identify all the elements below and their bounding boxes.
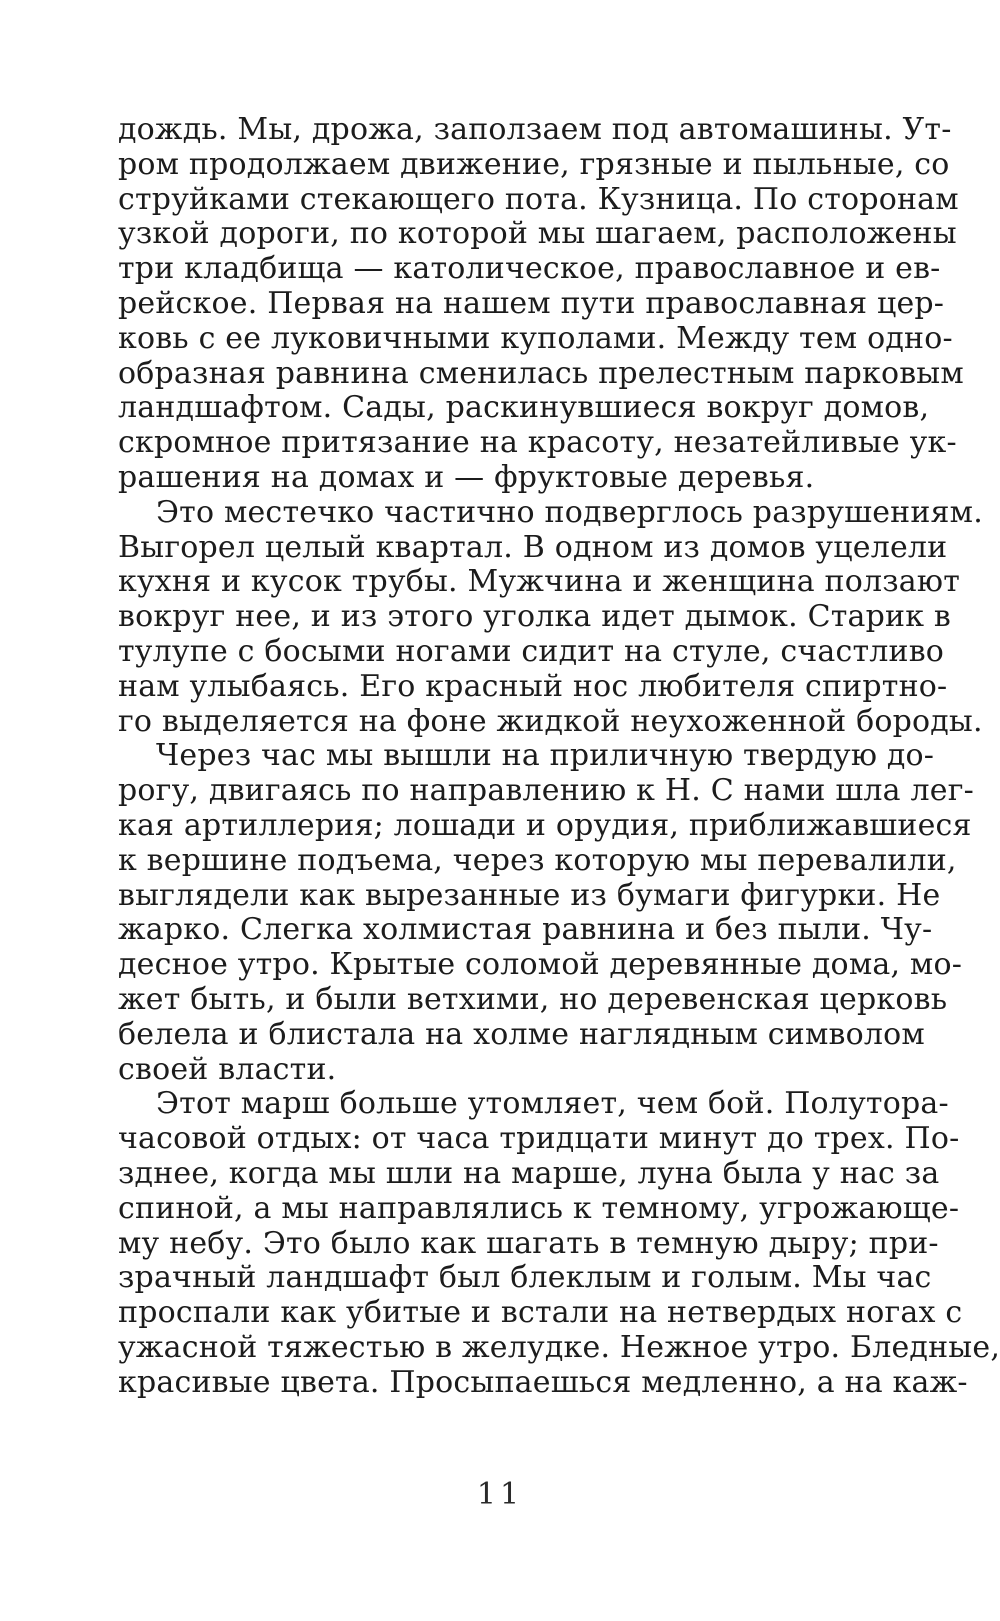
text-line: ландшафтом. Сады, раскинувшиеся вокруг домов, (118, 390, 930, 426)
text-line: му небу. Это было как шагать в темную дыру; при- (118, 1225, 939, 1261)
text-line: белела и блистала на холме наглядным символом (118, 1016, 925, 1052)
text-line: рашения на домах и — фруктовые деревья. (118, 459, 815, 495)
text-line: ужасной тяжестью в желудке. Нежное утро. Бледные, (118, 1329, 1000, 1365)
text-line: Этот марш больше утомляет, чем бой. Полутора- (156, 1086, 949, 1122)
text-line: жет быть, и были ветхими, но деревенская церковь (118, 981, 948, 1017)
text-line: кая артиллерия; лошади и орудия, приближавшиеся (118, 807, 972, 843)
text-line: выглядели как вырезанные из бумаги фигурки. Не (118, 877, 941, 913)
text-line: три кладбища — католическое, православное и ев- (118, 251, 941, 287)
text-line: рейское. Первая на нашем пути православная цер- (118, 285, 945, 321)
paragraph (118, 1086, 1000, 1400)
text-line: образная равнина сменилась прелестным парковым (118, 355, 964, 391)
text-line: ром продолжаем движение, грязные и пыльные, со (118, 146, 950, 182)
text-line: ковь с ее луковичными куполами. Между тем одно- (118, 320, 953, 356)
text-line: зрачный ландшафт был блеклым и голым. Мы час (118, 1260, 932, 1296)
text-line: кухня и кусок трубы. Мужчина и женщина ползают (118, 564, 960, 600)
text-line: вокруг нее, и из этого уголка идет дымок. Старик в (118, 599, 951, 635)
text-line: Через час мы вышли на приличную твердую до- (156, 738, 935, 774)
paragraph (118, 494, 983, 740)
text-line: скромное притязание на красоту, незатейливые ук- (118, 425, 957, 461)
text-line: нам улыбаясь. Его красный нос любителя спиртно- (118, 668, 948, 704)
text-line: проспали как убитые и встали на нетвердых ногах с (118, 1295, 963, 1331)
page-number: 11 (476, 1477, 524, 1512)
text-line: узкой дороги, по которой мы шагаем, расположены (118, 216, 957, 252)
text-line: своей власти. (118, 1051, 337, 1087)
text-line: струйками стекающего пота. Кузница. По сторонам (118, 181, 959, 217)
text-line: красивые цвета. Просыпаешься медленно, а на каж- (118, 1364, 968, 1400)
text-line: дождь. Мы, дрожа, заползаем под автомашины. Ут- (118, 112, 952, 147)
text-line: десное утро. Крытые соломой деревянные дома, мо- (118, 947, 963, 983)
text-line: го выделяется на фоне жидкой неухоженной бороды. (118, 703, 983, 739)
text-line: Это местечко частично подверглось разрушениям. (156, 494, 983, 530)
text-line: тулупе с босыми ногами сидит на стуле, счастливо (118, 633, 945, 669)
paragraph (118, 112, 964, 496)
text-line: зднее, когда мы шли на марше, луна была у нас за (118, 1155, 940, 1191)
text-line: Выгорел целый квартал. В одном из домов уцелели (118, 529, 948, 565)
text-line: часовой отдых: от часа тридцати минут до трех. По- (118, 1121, 960, 1157)
text-line: рогу, двигаясь по направлению к Н. С нами шла лег- (118, 773, 974, 809)
body-text (118, 112, 1000, 1400)
text-line: спиной, а мы направлялись к темному, угрожающе- (118, 1190, 960, 1226)
text-line: жарко. Слегка холмистая равнина и без пыли. Чу- (118, 912, 933, 948)
paragraph (118, 738, 974, 1087)
text-line: к вершине подъема, через которую мы перевалили, (118, 842, 957, 878)
